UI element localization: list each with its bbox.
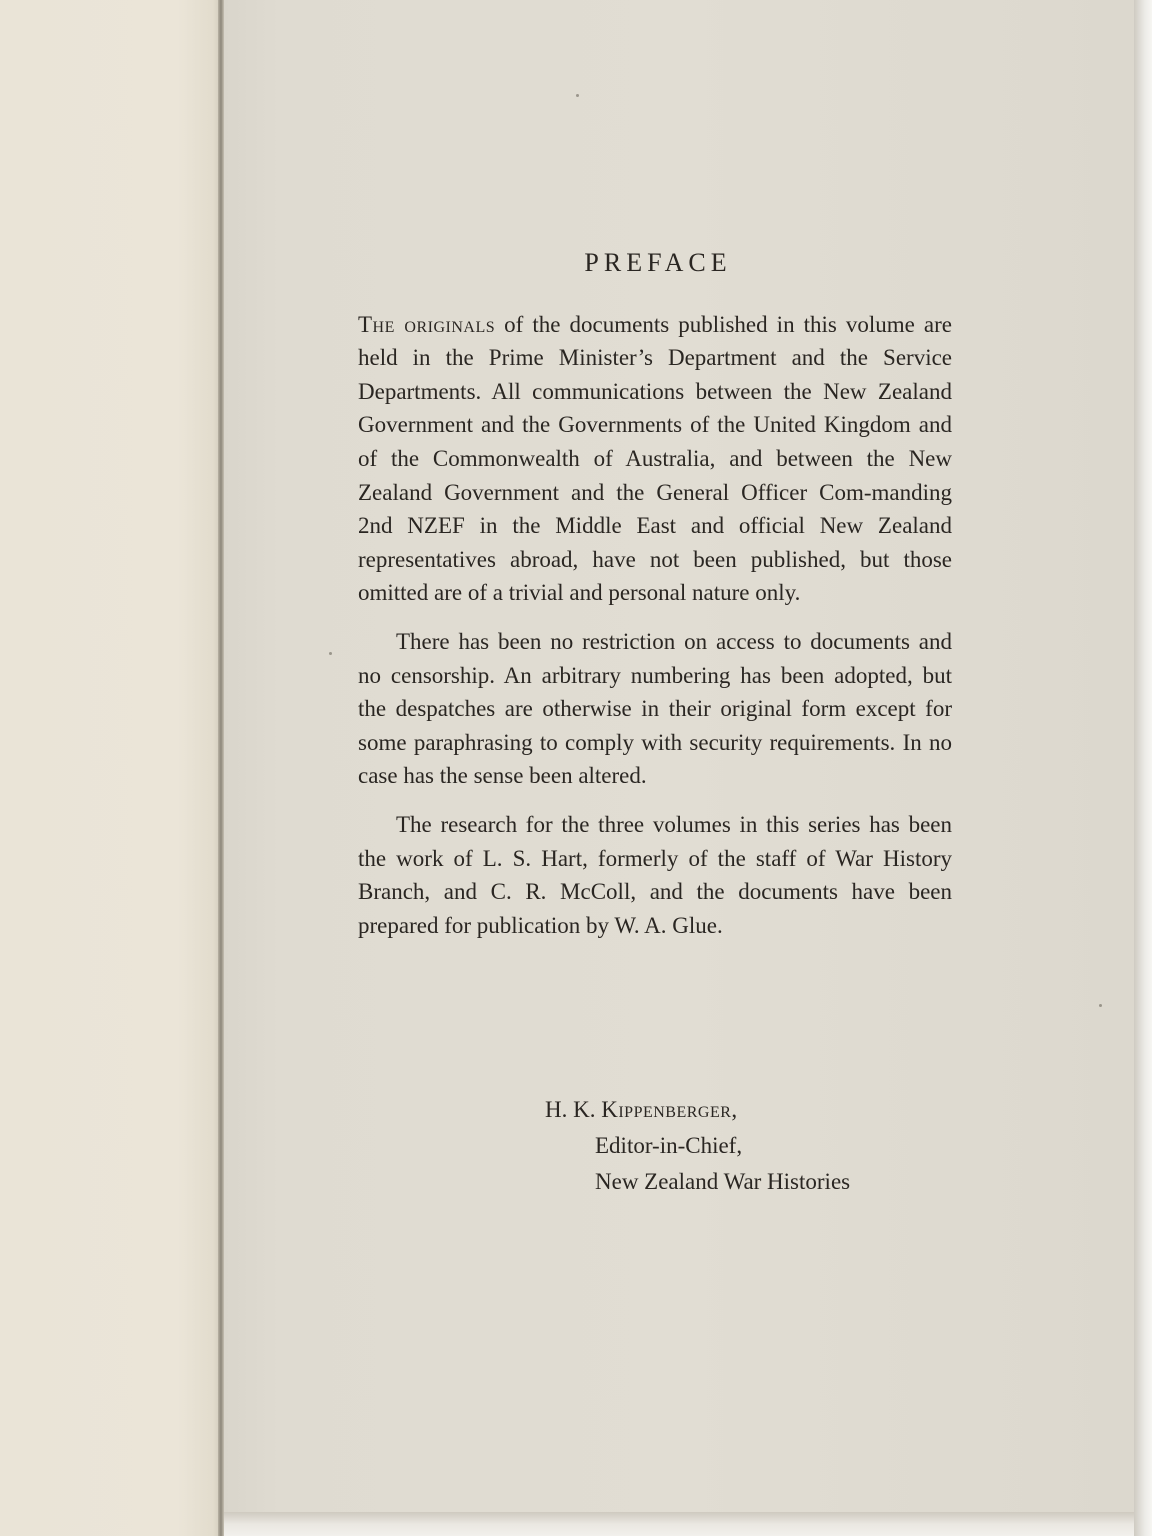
page-bottom-edge (224, 1512, 1138, 1536)
preface-body (358, 246, 952, 957)
paper-speck (576, 94, 579, 97)
left-page (0, 0, 222, 1536)
paragraph-research: The research for the three volumes in this series has been the work of L. S. Hart, formerly of the staff of War History Branch, and C. R. McColl, and the documents have been prepared for publication by W. A. Glue. (358, 811, 952, 938)
paper-speck (1099, 1004, 1102, 1007)
signature-surname: Kippenberger, (601, 1097, 738, 1122)
signature-initials: H. K. (545, 1097, 602, 1122)
paper-speck (329, 652, 332, 655)
page-right-edge (1134, 0, 1152, 1536)
signature-name (545, 1092, 850, 1128)
signature-affiliation: New Zealand War Histories (595, 1169, 851, 1194)
signature-title: Editor-in-Chief, (595, 1133, 743, 1158)
page-title: PREFACE (584, 248, 732, 277)
paragraph-lead-smallcaps: The originals (358, 311, 496, 337)
paragraph-restriction: There has been no restriction on access to documents and no censorship. An arbitrary numbering has been adopted, but the despatches are otherwise in their original form except for some paraphrasing to comply with security requirements. In no case has the sense been altered. (358, 628, 952, 789)
signature-block (545, 1092, 850, 1200)
paragraph-originals (358, 308, 952, 610)
paragraph-text: of the documents published in this volume are held in the Prime Minister’s Department and the Service Departments. All communications between the New Zealand Government and the Governments of the United Kingdom and of the Commonwealth of Australia, and between the New Zealand Government and the General Officer Com-manding 2nd NZEF in the Middle East and official New Zealand representatives abroad, have not been published, but those omitted are of a trivial and personal nature only. (358, 311, 952, 606)
